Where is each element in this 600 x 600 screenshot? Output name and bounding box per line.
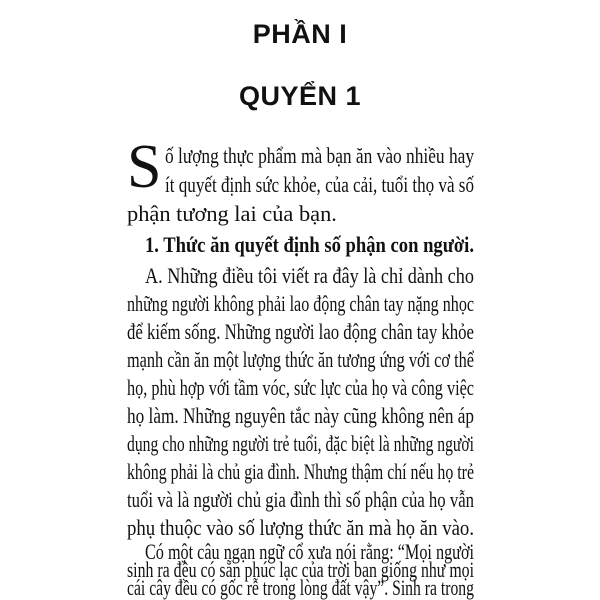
paragraph-line: tuổi và là người chủ gia đình thì số phận của họ vẫn [127, 487, 475, 512]
paragraph-line: Có một câu ngạn ngữ cổ xưa nói rằng: “Mọi người [145, 539, 475, 564]
paragraph-line: những người không phải lao động chân tay nặng nhọc [127, 291, 474, 316]
paragraph-line: dụng cho những người trẻ tuổi, đặc biệt là những người [127, 431, 475, 456]
intro-line: ít quyết định sức khỏe, của cải, tuổi thọ và số [165, 172, 475, 197]
section-title: 1. Thức ăn quyết định số phận con người. [145, 232, 475, 257]
part-heading: PHẦN I [252, 19, 348, 49]
paragraph-line: họ làm. Những nguyên tắc này cũng không nên áp [127, 403, 475, 428]
paragraph-line: cái cây đều có gốc rễ trong lòng đất vậy”. Sinh ra trong [127, 575, 474, 600]
intro-line: phận tương lai của bạn. [127, 201, 337, 226]
drop-cap: S [127, 133, 162, 201]
paragraph-line: họ, phù hợp với tầm vóc, sức lực của họ và công việc [127, 375, 475, 400]
paragraph-line: sinh ra đều có sẵn phúc lạc của trời ban giống như mọi [127, 557, 475, 582]
book-heading: QUYỂN 1 [238, 81, 362, 111]
paragraph-line: A. Những điều tôi viết ra đây là chỉ dành cho [145, 263, 474, 288]
paragraph-line: không phải là chủ gia đình. Nhưng thậm chí nếu họ trẻ [127, 459, 475, 484]
intro-line: ố lượng thực phẩm mà bạn ăn vào nhiều hay [165, 143, 475, 168]
paragraph-line: mạnh cần ăn một lượng thức ăn tương ứng với cơ thể [127, 347, 474, 372]
paragraph-line: phụ thuộc vào số lượng thức ăn mà họ ăn vào. [127, 515, 475, 540]
paragraph-line: để kiếm sống. Những người lao động chân tay khỏe [127, 319, 474, 344]
